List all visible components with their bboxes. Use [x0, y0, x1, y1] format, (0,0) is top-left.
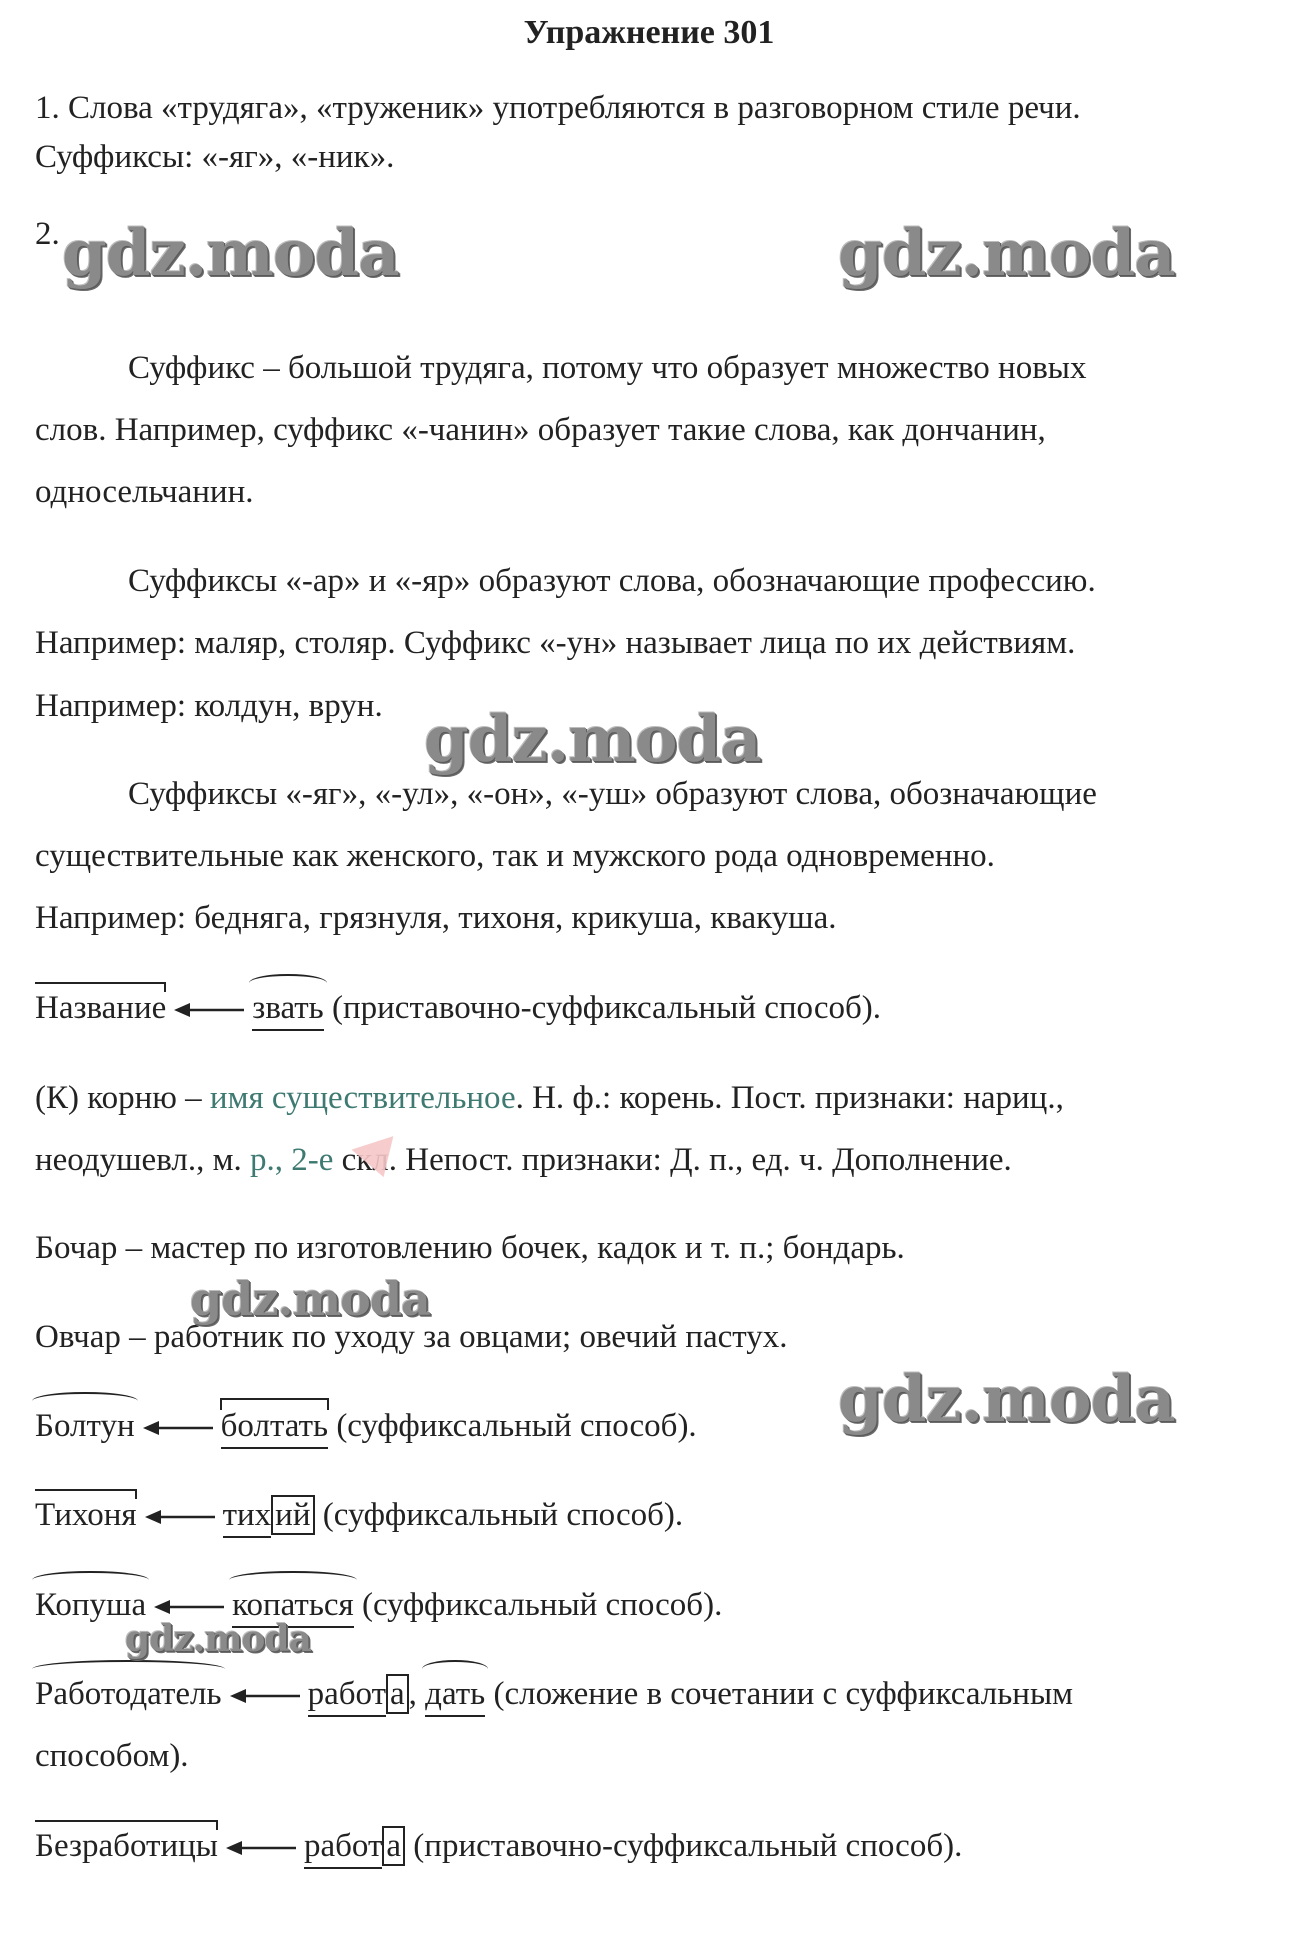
definition-bochar: Бочар – мастер по изготовлению бочек, кадок и т. п.; бондарь. [35, 1230, 905, 1266]
left-arrow-icon [154, 1599, 224, 1615]
parse-line2 [35, 1140, 1012, 1180]
definition-ovchar: Овчар – работник по уходу за овцами; овечий пастух. [35, 1319, 788, 1355]
para-b-line2: Например: маляр, столяр. Суффикс «-ун» называет лица по их действиям. [35, 625, 1076, 661]
source-ending: ий [271, 1495, 314, 1535]
exercise-title: Упражнение 301 [523, 14, 775, 51]
source-word-2: дать [425, 1674, 485, 1717]
para-c-line3: Например: бедняга, грязнуля, тихоня, крикуша, квакуша. [35, 900, 837, 936]
parse-text: . Н. ф.: корень. Пост. признаки: нариц., [515, 1080, 1064, 1116]
parse-text: (К) корню – [35, 1080, 210, 1116]
morpheme-word: Тихоня [35, 1497, 137, 1533]
source-base: работ [304, 1826, 382, 1869]
left-arrow-icon [143, 1420, 213, 1436]
para-c-line1: Суффиксы «-яг», «-ул», «-он», «-уш» образуют слова, обозначающие [128, 776, 1097, 812]
watermark: gdz.moda [424, 702, 761, 777]
morpheme-word: Безработицы [35, 1828, 218, 1864]
morpheme-word: Болтун [35, 1408, 135, 1444]
left-arrow-icon [145, 1509, 215, 1525]
watermark: gdz.moda [190, 1272, 430, 1326]
source-word: звать [252, 988, 323, 1031]
method-text: (суффиксальный способ). [336, 1408, 697, 1444]
morpheme-word: Название [35, 990, 167, 1026]
p2-number: 2. [35, 216, 60, 252]
derivation-bezrabotitsy [35, 1826, 962, 1869]
para-a-line2: слов. Например, суффикс «-чанин» образует такие слова, как дончанин, [35, 412, 1046, 448]
parse-text-faint: р., 2-е [249, 1142, 334, 1178]
parse-text: скл. Непост. признаки: Д. п., ед. ч. Дополнение. [333, 1142, 1012, 1178]
parse-text: неодушевл., м. [35, 1142, 250, 1178]
derivation-nazvanie [35, 988, 881, 1031]
source-base: работ [308, 1674, 386, 1717]
para-c-line2: существительные как женского, так и мужского рода одновременно. [35, 838, 995, 874]
source-word: болтать [221, 1406, 328, 1449]
parse-text-faint: имя существительное [209, 1080, 516, 1116]
method-text: (сложение в сочетании с суффиксальным [493, 1676, 1073, 1712]
source-ending: а [382, 1826, 405, 1866]
morpheme-word: Работодатель [35, 1676, 222, 1712]
para-a-line1: Суффикс – большой трудяга, потому что образует множество новых [128, 350, 1087, 386]
p1-line1: 1. Слова «трудяга», «труженик» употребляются в разговорном стиле речи. [35, 90, 1081, 126]
watermark: gdz.moda [838, 1362, 1175, 1437]
source-ending: а [386, 1674, 409, 1714]
derivation-boltun [35, 1406, 697, 1449]
derivation-tikhonya [35, 1495, 683, 1538]
p1-line2: Суффиксы: «-яг», «-ник». [35, 139, 395, 175]
para-b-line1: Суффиксы «-ар» и «-яр» образуют слова, обозначающие профессию. [128, 563, 1096, 599]
method-text: (приставочно-суффиксальный способ). [413, 1828, 963, 1864]
watermark: gdz.moda [125, 1618, 311, 1660]
method-text: (суффиксальный способ). [361, 1587, 723, 1623]
source-base: тих [223, 1495, 272, 1538]
parse-line1 [35, 1078, 1064, 1118]
watermark: gdz.moda [62, 216, 399, 291]
morpheme-word: Копуша [35, 1587, 147, 1623]
left-arrow-icon [174, 1002, 244, 1018]
para-a-line3: односельчанин. [35, 474, 254, 510]
method-text: (суффиксальный способ). [322, 1497, 684, 1533]
left-arrow-icon [230, 1688, 300, 1704]
separator: , [408, 1676, 417, 1712]
left-arrow-icon [226, 1840, 296, 1856]
para-b-line3: Например: колдун, врун. [35, 688, 383, 724]
source-word: копаться [232, 1585, 354, 1628]
derivation-rabotodatel [35, 1674, 1073, 1717]
derivation-rabotodatel-cont: способом). [35, 1738, 189, 1774]
method-text: (приставочно-суффиксальный способ). [331, 990, 882, 1026]
watermark: gdz.moda [838, 216, 1175, 291]
